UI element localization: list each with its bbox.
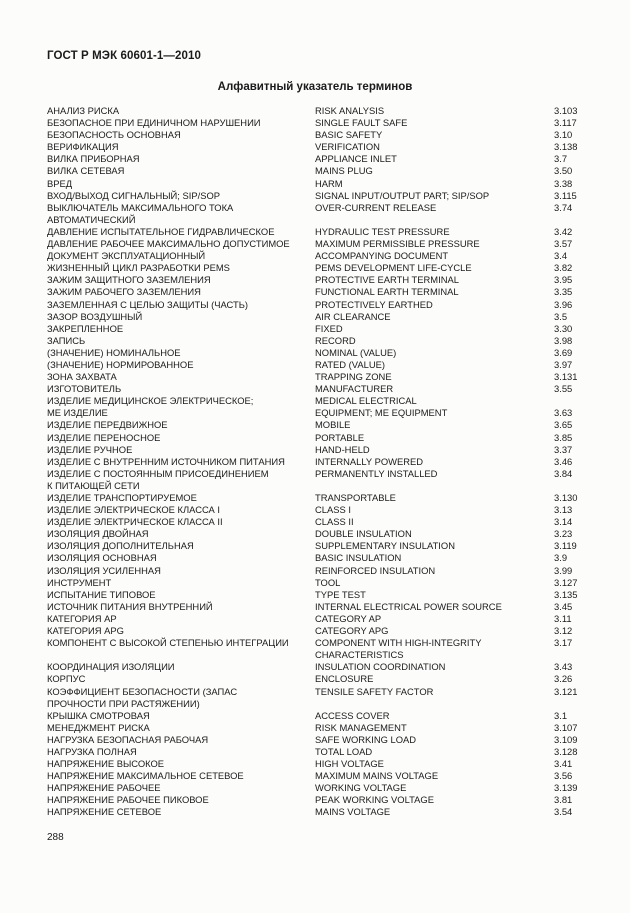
index-row <box>47 129 597 141</box>
term-clause-number: 3.81 <box>554 794 573 806</box>
term-english: MANUFACTURER <box>315 383 394 395</box>
term-english: HARM <box>315 177 343 189</box>
term-english: DOUBLE INSULATION <box>315 528 412 540</box>
index-row <box>47 202 597 214</box>
term-english: TOOL <box>315 576 341 588</box>
index-row <box>47 141 597 153</box>
term-clause-number: 3.43 <box>554 661 573 673</box>
index-row <box>47 407 597 419</box>
term-english: PORTABLE <box>315 431 365 443</box>
index-row <box>47 746 597 758</box>
term-clause-number: 3.13 <box>554 504 573 516</box>
term-clause-number: 3.12 <box>554 625 573 637</box>
term-russian: ИЗДЕЛИЕ ПЕРЕДВИЖНОЕ <box>47 419 168 431</box>
term-english: PEAK WORKING VOLTAGE <box>315 794 434 806</box>
term-clause-number: 3.139 <box>554 782 578 794</box>
term-english: RISK ANALYSIS <box>315 105 385 116</box>
term-russian: ИЗДЕЛИЕ С ПОСТОЯННЫМ ПРИСОЕДИНЕНИЕМ <box>47 467 269 479</box>
term-russian: (ЗНАЧЕНИЕ) НОРМИРОВАННОЕ <box>47 358 194 370</box>
index-row <box>47 686 597 698</box>
term-russian: ИСПЫТАНИЕ ТИПОВОЕ <box>47 588 156 600</box>
index-row <box>47 395 597 407</box>
term-clause-number: 3.63 <box>554 407 573 419</box>
term-russian: ИЗДЕЛИЕ С ВНУТРЕННИМ ИСТОЧНИКОМ ПИТАНИЯ <box>47 455 285 467</box>
term-english: OVER-CURRENT RELEASE <box>315 201 437 213</box>
index-row <box>47 117 597 129</box>
term-russian: ИЗДЕЛИЕ ТРАНСПОРТИРУЕМОЕ <box>47 492 197 503</box>
term-clause-number: 3.37 <box>554 443 573 455</box>
term-english: PERMANENTLY INSTALLED <box>315 467 438 479</box>
term-clause-number: 3.130 <box>554 492 578 503</box>
term-english <box>315 698 554 710</box>
term-clause-number: 3.119 <box>554 540 577 552</box>
term-english: VERIFICATION <box>315 141 380 153</box>
index-row <box>47 782 597 794</box>
index-row <box>47 516 597 528</box>
index-row <box>47 153 597 165</box>
term-clause-number: 3.98 <box>554 334 573 346</box>
term-english: SAFE WORKING LOAD <box>315 733 417 745</box>
term-russian: КАТЕГОРИЯ АР <box>47 612 117 624</box>
term-clause-number: 3.69 <box>554 346 573 358</box>
term-russian: ЗАЖИМ ЗАЩИТНОГО ЗАЗЕМЛЕНИЯ <box>47 274 211 286</box>
term-clause-number: 3.41 <box>554 758 573 770</box>
index-row <box>47 480 597 492</box>
term-clause-number: 3.85 <box>554 431 573 443</box>
term-english <box>315 480 554 492</box>
term-russian: НАПРЯЖЕНИЕ РАБОЧЕЕ ПИКОВОЕ <box>47 794 209 806</box>
term-english: MAXIMUM PERMISSIBLE PRESSURE <box>315 238 480 250</box>
term-clause-number: 3.56 <box>554 770 573 782</box>
term-english: NOMINAL (VALUE) <box>315 346 397 358</box>
term-english: RISK MANAGEMENT <box>315 721 407 733</box>
term-russian: ВИЛКА СЕТЕВАЯ <box>47 165 125 177</box>
index-row <box>47 794 597 806</box>
term-clause-number: 3.30 <box>554 322 573 334</box>
term-russian: ИЗДЕЛИЕ ЭЛЕКТРИЧЕСКОЕ КЛАССА I <box>47 504 220 516</box>
index-row <box>47 383 597 395</box>
term-english: COMPONENT WITH HIGH-INTEGRITY <box>315 637 482 649</box>
term-clause-number: 3.138 <box>554 141 578 153</box>
term-russian <box>47 649 315 661</box>
term-russian: МЕ ИЗДЕЛИЕ <box>47 407 108 419</box>
term-russian: КООРДИНАЦИЯ ИЗОЛЯЦИИ <box>47 661 175 673</box>
term-russian: ИЗДЕЛИЕ ЭЛЕКТРИЧЕСКОЕ КЛАССА II <box>47 516 223 528</box>
term-english: SIGNAL INPUT/OUTPUT PART; SIP/SOP <box>315 189 490 201</box>
index-row <box>47 468 597 480</box>
index-title: Алфавитный указатель терминов <box>217 81 413 93</box>
term-russian: НАПРЯЖЕНИЕ МАКСИМАЛЬНОЕ СЕТЕВОЕ <box>47 770 244 782</box>
term-russian: ИЗОЛЯЦИЯ УСИЛЕННАЯ <box>47 564 161 576</box>
term-english: AIR CLEARANCE <box>315 310 391 322</box>
term-russian: ЗАЗОР ВОЗДУШНЫЙ <box>47 310 143 322</box>
term-russian: АНАЛИЗ РИСКА <box>47 105 120 116</box>
term-russian: ИЗДЕЛИЕ МЕДИЦИНСКОЕ ЭЛЕКТРИЧЕСКОЕ; <box>47 395 254 407</box>
term-russian: НАПРЯЖЕНИЕ СЕТЕВОЕ <box>47 806 162 818</box>
term-clause-number: 3.97 <box>554 358 573 370</box>
term-clause-number: 3.82 <box>554 262 573 274</box>
term-clause-number: 3.127 <box>554 576 578 588</box>
term-english: HYDRAULIC TEST PRESSURE <box>315 225 450 237</box>
term-clause-number: 3.131 <box>554 371 578 383</box>
term-english: TRAPPING ZONE <box>315 371 392 383</box>
term-clause-number <box>554 395 597 407</box>
term-clause-number: 3.74 <box>554 201 573 213</box>
term-clause-number: 3.96 <box>554 298 573 310</box>
term-clause-number: 3.10 <box>554 129 573 141</box>
term-english: TOTAL LOAD <box>315 745 373 757</box>
term-clause-number: 3.23 <box>554 528 573 540</box>
index-row <box>47 661 597 673</box>
term-russian: БЕЗОПАСНОСТЬ ОСНОВНАЯ <box>47 129 181 141</box>
index-row <box>47 419 597 431</box>
term-russian: ИСТОЧНИК ПИТАНИЯ ВНУТРЕННИЙ <box>47 600 213 612</box>
term-clause-number: 3.55 <box>554 383 573 395</box>
index-row <box>47 190 597 202</box>
term-english: MAXIMUM MAINS VOLTAGE <box>315 770 439 782</box>
index-row <box>47 371 597 383</box>
term-english: EQUIPMENT; ME EQUIPMENT <box>315 407 448 419</box>
index-row <box>47 806 597 818</box>
term-clause-number: 3.57 <box>554 238 573 250</box>
index-row <box>47 226 597 238</box>
term-clause-number: 3.9 <box>554 552 568 564</box>
term-english: ACCOMPANYING DOCUMENT <box>315 250 449 262</box>
term-russian: ВРЕД <box>47 177 73 189</box>
term-clause-number: 3.26 <box>554 673 573 685</box>
term-clause-number: 3.14 <box>554 516 573 528</box>
term-clause-number: 3.35 <box>554 286 573 298</box>
index-row <box>47 238 597 250</box>
term-clause-number: 3.45 <box>554 600 573 612</box>
term-russian: К ПИТАЮЩЕЙ СЕТИ <box>47 479 140 491</box>
index-row <box>47 311 597 323</box>
term-english: CATEGORY AP <box>315 612 382 624</box>
term-english: TENSILE SAFETY FACTOR <box>315 685 434 697</box>
term-clause-number: 3.115 <box>554 189 577 201</box>
index-row <box>47 552 597 564</box>
term-russian: ИЗДЕЛИЕ РУЧНОЕ <box>47 443 133 455</box>
term-clause-number: 3.103 <box>554 105 578 116</box>
term-clause-number: 3.84 <box>554 467 573 479</box>
term-english: MAINS PLUG <box>315 165 373 177</box>
term-clause-number: 3.17 <box>554 637 573 649</box>
index-row <box>47 359 597 371</box>
term-russian: ЗАПИСЬ <box>47 334 86 346</box>
term-english: TYPE TEST <box>315 588 366 600</box>
term-russian: ИЗДЕЛИЕ ПЕРЕНОСНОЕ <box>47 431 161 443</box>
index-row <box>47 492 597 504</box>
index-row <box>47 347 597 359</box>
term-clause-number: 3.95 <box>554 274 573 286</box>
index-row <box>47 274 597 286</box>
index-row <box>47 758 597 770</box>
index-row <box>47 178 597 190</box>
term-english: CATEGORY APG <box>315 625 389 637</box>
term-clause-number: 3.42 <box>554 225 573 237</box>
index-row <box>47 649 597 661</box>
term-english: CHARACTERISTICS <box>315 649 404 661</box>
term-english: RATED (VALUE) <box>315 358 385 370</box>
index-row <box>47 577 597 589</box>
term-english: FUNCTIONAL EARTH TERMINAL <box>315 286 459 298</box>
term-clause-number: 3.4 <box>554 250 568 262</box>
term-english: ACCESS COVER <box>315 709 390 721</box>
term-russian: АВТОМАТИЧЕСКИЙ <box>47 213 136 225</box>
term-english: CLASS I <box>315 504 351 516</box>
term-clause-number: 3.11 <box>554 612 572 624</box>
term-russian: ДОКУМЕНТ ЭКСПЛУАТАЦИОННЫЙ <box>47 250 206 262</box>
term-russian: ВХОД/ВЫХОД СИГНАЛЬНЫЙ; SIP/SOP <box>47 189 221 201</box>
index-row <box>47 565 597 577</box>
term-clause-number: 3.128 <box>554 745 578 757</box>
index-row <box>47 335 597 347</box>
term-clause-number: 3.46 <box>554 455 573 467</box>
index-row <box>47 250 597 262</box>
index-row <box>47 165 597 177</box>
term-english: REINFORCED INSULATION <box>315 564 436 576</box>
term-russian: КАТЕГОРИЯ APG <box>47 625 124 637</box>
term-clause-number <box>554 214 597 226</box>
term-clause-number: 3.107 <box>554 721 578 733</box>
term-english: FIXED <box>315 322 343 334</box>
term-russian: ВЫКЛЮЧАТЕЛЬ МАКСИМАЛЬНОГО ТОКА <box>47 201 234 213</box>
index-row <box>47 625 597 637</box>
term-clause-number: 3.65 <box>554 419 573 431</box>
term-english: INSULATION COORDINATION <box>315 661 446 673</box>
term-russian: КОЭФФИЦИЕНТ БЕЗОПАСНОСТИ (ЗАПАС <box>47 685 238 697</box>
term-russian: ЗАЗЕМЛЕННАЯ С ЦЕЛЬЮ ЗАЩИТЫ (ЧАСТЬ) <box>47 298 249 310</box>
index-row <box>47 673 597 685</box>
index-row <box>47 105 597 117</box>
term-clause-number: 3.99 <box>554 564 573 576</box>
term-russian: ЗАКРЕПЛЕННОЕ <box>47 322 124 334</box>
term-russian: ЖИЗНЕННЫЙ ЦИКЛ РАЗРАБОТКИ PEMS <box>47 262 230 274</box>
term-russian: НАПРЯЖЕНИЕ РАБОЧЕЕ <box>47 782 161 794</box>
term-russian: ЗАЖИМ РАБОЧЕГО ЗАЗЕМЛЕНИЯ <box>47 286 201 298</box>
term-russian: НАГРУЗКА ПОЛНАЯ <box>47 745 137 757</box>
index-row <box>47 722 597 734</box>
index-row <box>47 444 597 456</box>
index-row <box>47 299 597 311</box>
term-english: MAINS VOLTAGE <box>315 806 391 818</box>
term-russian: НАГРУЗКА БЕЗОПАСНАЯ РАБОЧАЯ <box>47 733 209 745</box>
document-header: ГОСТ Р МЭК 60601-1—2010 <box>47 50 201 62</box>
term-english: APPLIANCE INLET <box>315 153 397 165</box>
term-english: TRANSPORTABLE <box>315 492 396 503</box>
term-russian: ИЗГОТОВИТЕЛЬ <box>47 383 122 395</box>
term-clause-number <box>554 698 597 710</box>
term-clause-number: 3.50 <box>554 165 573 177</box>
term-russian: ДАВЛЕНИЕ РАБОЧЕЕ МАКСИМАЛЬНО ДОПУСТИМОЕ <box>47 238 290 250</box>
index-row <box>47 286 597 298</box>
term-english: BASIC SAFETY <box>315 129 383 141</box>
index-row <box>47 734 597 746</box>
term-english: WORKING VOLTAGE <box>315 782 407 794</box>
term-clause-number: 3.54 <box>554 806 573 818</box>
page-number: 288 <box>47 832 64 843</box>
term-clause-number: 3.135 <box>554 588 578 600</box>
term-english: PEMS DEVELOPMENT LIFE-CYCLE <box>315 262 472 274</box>
term-english: CLASS II <box>315 516 354 528</box>
term-english: BASIC INSULATION <box>315 552 402 564</box>
index-row <box>47 613 597 625</box>
term-english: INTERNAL ELECTRICAL POWER SOURCE <box>315 600 502 612</box>
term-russian: КРЫШКА СМОТРОВАЯ <box>47 709 150 721</box>
term-clause-number: 3.117 <box>554 117 577 129</box>
index-row <box>47 432 597 444</box>
index-row <box>47 637 597 649</box>
index-row <box>47 540 597 552</box>
term-english: SUPPLEMENTARY INSULATION <box>315 540 455 552</box>
index-row <box>47 770 597 782</box>
term-russian: ИЗОЛЯЦИЯ ОСНОВНАЯ <box>47 552 157 564</box>
term-russian: МЕНЕДЖМЕНТ РИСКА <box>47 721 150 733</box>
term-english: HAND-HELD <box>315 443 370 455</box>
index-row <box>47 323 597 335</box>
term-english: PROTECTIVELY EARTHED <box>315 298 433 310</box>
term-russian: ЗОНА ЗАХВАТА <box>47 371 117 383</box>
term-clause-number <box>554 649 597 661</box>
term-russian: ИНСТРУМЕНТ <box>47 576 112 588</box>
term-russian: КОМПОНЕНТ С ВЫСОКОЙ СТЕПЕНЬЮ ИНТЕГРАЦИИ <box>47 637 289 649</box>
term-clause-number: 3.1 <box>554 709 568 721</box>
term-english <box>315 214 554 226</box>
term-russian: (ЗНАЧЕНИЕ) НОМИНАЛЬНОЕ <box>47 346 181 358</box>
term-english: SINGLE FAULT SAFE <box>315 117 408 129</box>
term-russian: БЕЗОПАСНОЕ ПРИ ЕДИНИЧНОМ НАРУШЕНИИ <box>47 117 261 129</box>
term-english: MEDICAL ELECTRICAL <box>315 395 417 407</box>
term-russian: ПРОЧНОСТИ ПРИ РАСТЯЖЕНИИ) <box>47 697 200 709</box>
term-clause-number: 3.5 <box>554 310 568 322</box>
term-russian: ИЗОЛЯЦИЯ ДВОЙНАЯ <box>47 528 149 540</box>
index-row <box>47 456 597 468</box>
term-english: MOBILE <box>315 419 351 431</box>
term-clause-number: 3.109 <box>554 733 578 745</box>
index-row <box>47 589 597 601</box>
term-clause-number: 3.121 <box>554 685 578 697</box>
term-russian: ВИЛКА ПРИБОРНАЯ <box>47 153 140 165</box>
term-english: HIGH VOLTAGE <box>315 758 384 770</box>
term-russian: ДАВЛЕНИЕ ИСПЫТАТЕЛЬНОЕ ГИДРАВЛИЧЕСКОЕ <box>47 225 275 237</box>
term-russian: ИЗОЛЯЦИЯ ДОПОЛНИТЕЛЬНАЯ <box>47 540 194 552</box>
term-english: RECORD <box>315 334 356 346</box>
term-english: INTERNALLY POWERED <box>315 455 424 467</box>
term-index <box>47 105 597 819</box>
index-row <box>47 528 597 540</box>
index-row <box>47 710 597 722</box>
term-russian: НАПРЯЖЕНИЕ ВЫСОКОЕ <box>47 758 165 770</box>
index-row <box>47 214 597 226</box>
index-row <box>47 504 597 516</box>
term-clause-number: 3.38 <box>554 177 573 189</box>
index-row <box>47 262 597 274</box>
index-row <box>47 698 597 710</box>
term-english: ENCLOSURE <box>315 673 374 685</box>
term-russian: КОРПУС <box>47 673 86 685</box>
index-row <box>47 601 597 613</box>
term-clause-number: 3.7 <box>554 153 568 165</box>
term-russian: ВЕРИФИКАЦИЯ <box>47 141 119 153</box>
term-english: PROTECTIVE EARTH TERMINAL <box>315 274 459 286</box>
term-clause-number <box>554 480 597 492</box>
